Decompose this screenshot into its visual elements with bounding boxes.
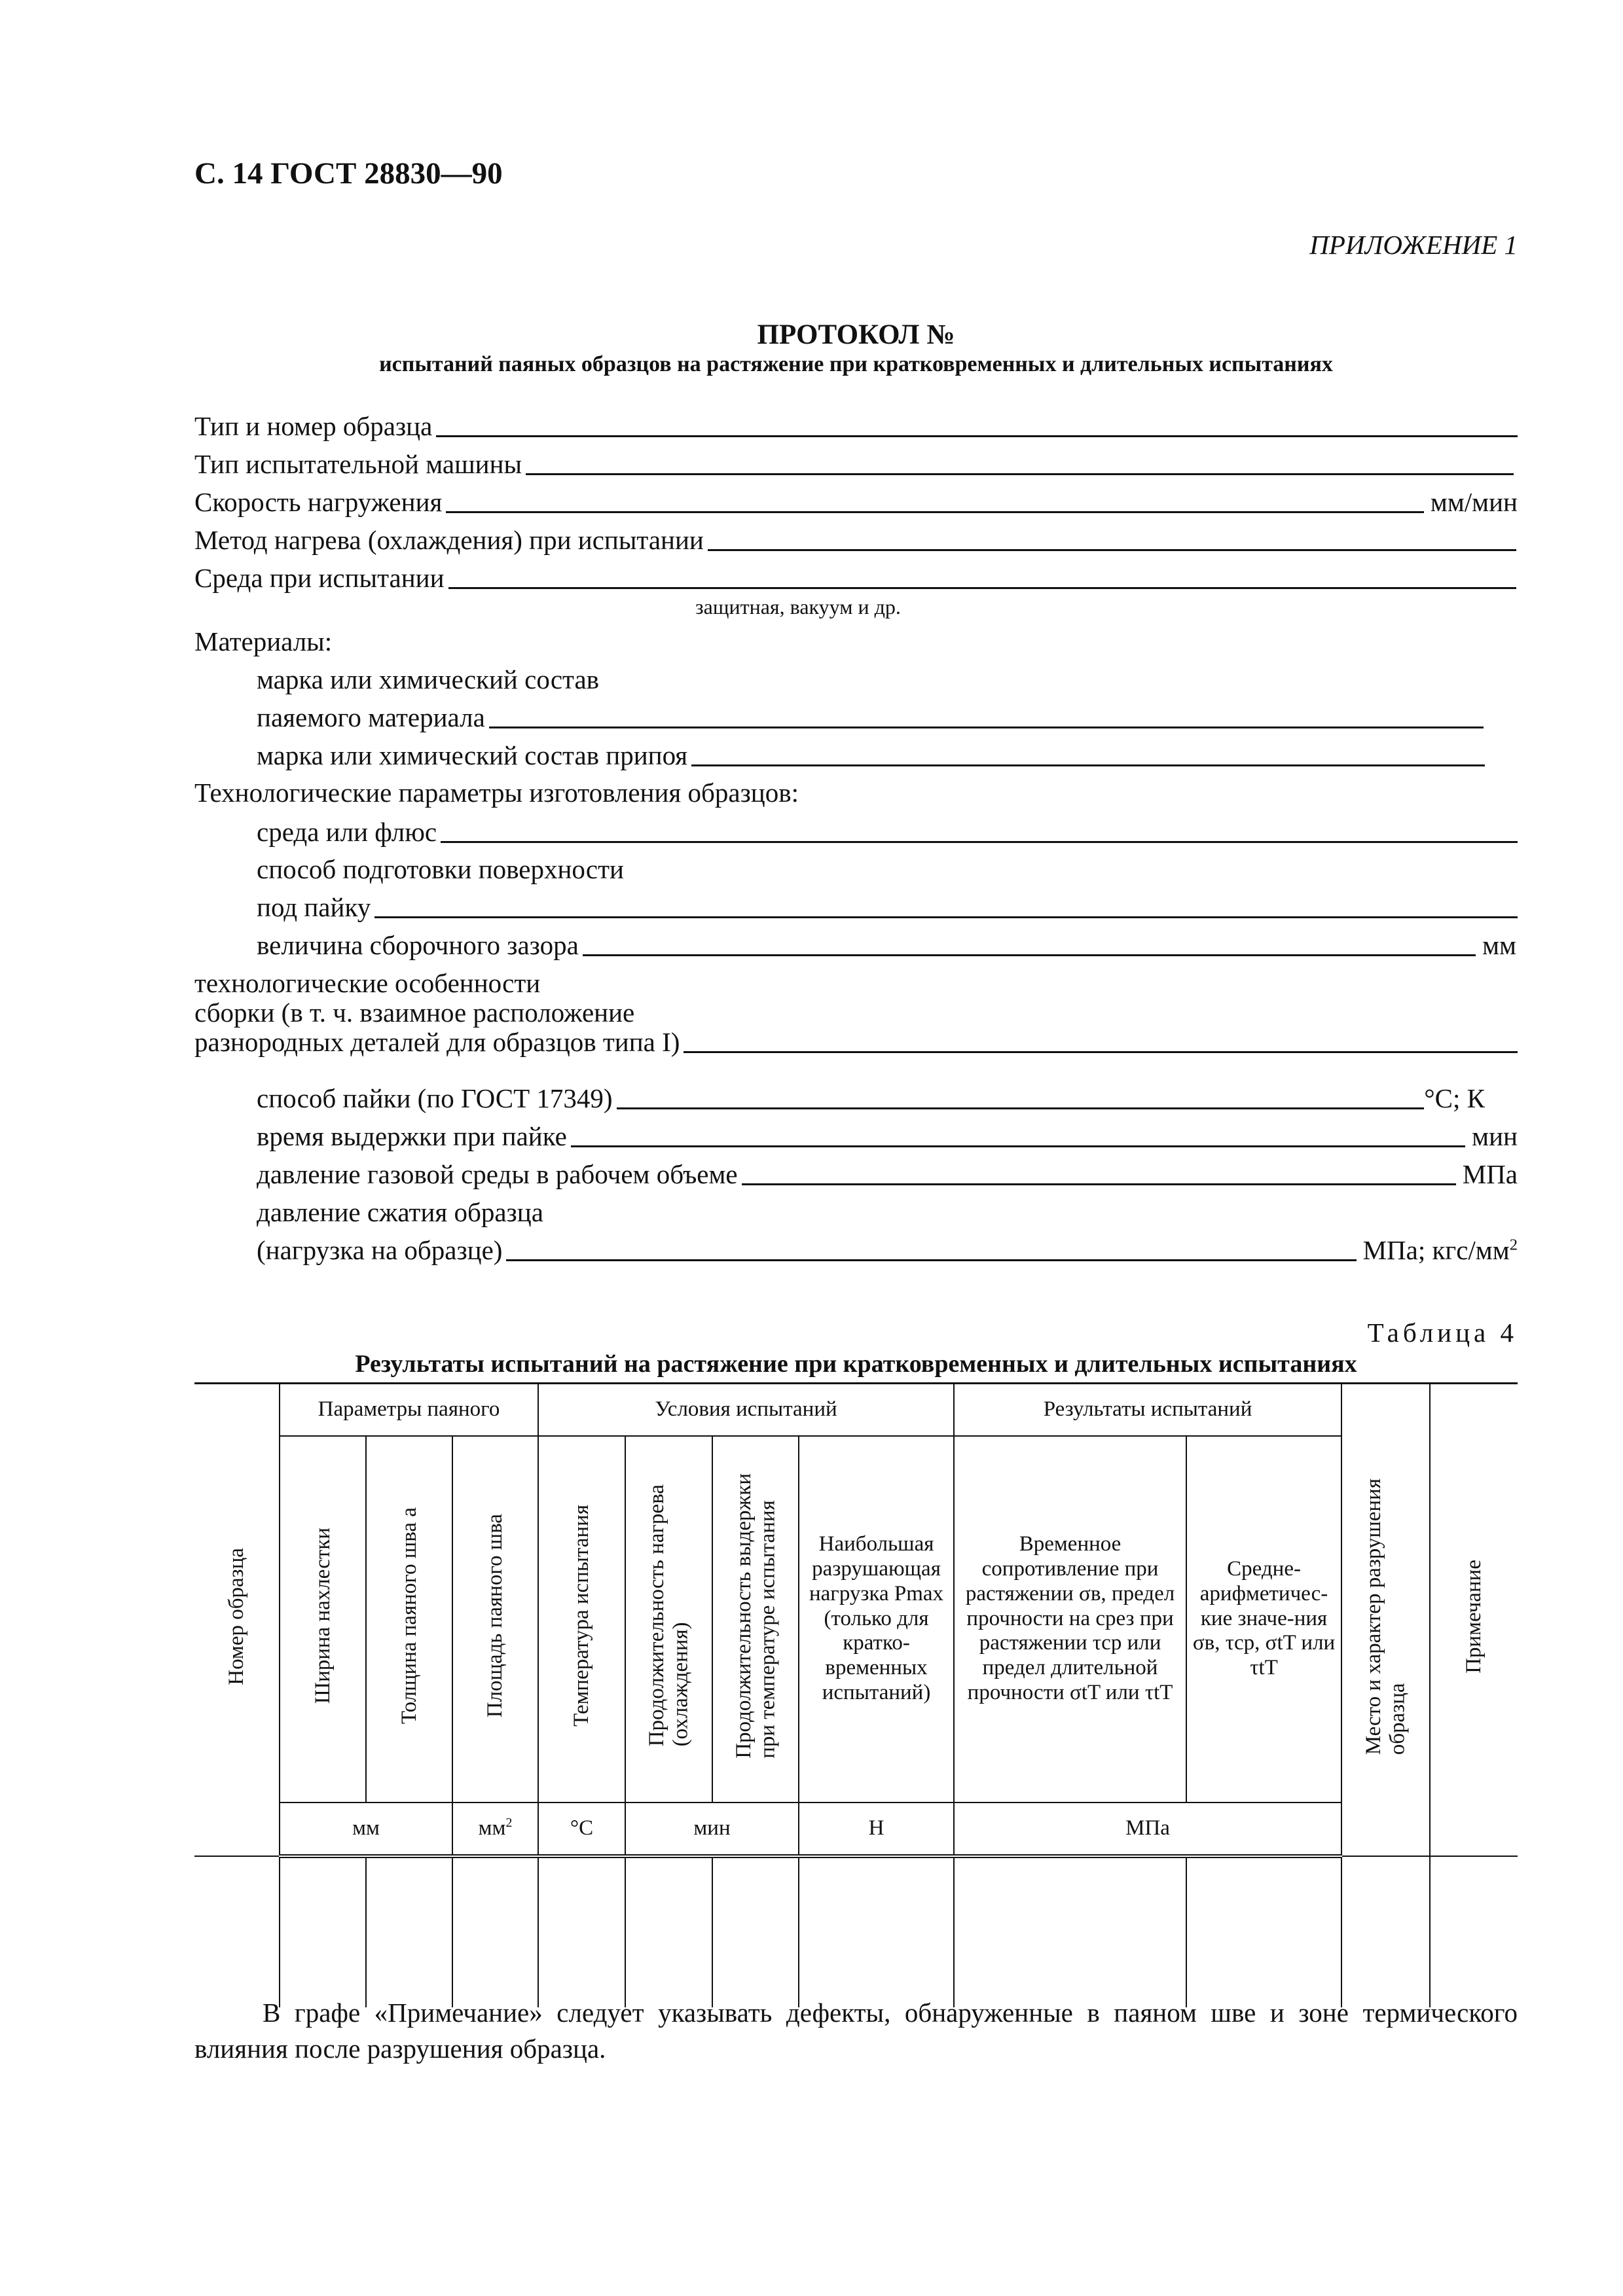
field-machine-type [194,451,1514,478]
col-strength: Временное сопротивление при растяжении σв, предел прочности на срез при растяжении τср или предел длительной прочности σtT или τtT [954,1436,1186,1803]
fill-line[interactable] [436,429,1518,437]
field-assembly-features [194,1029,1518,1056]
field-compression [257,1237,1518,1264]
field-label: Тип и номер образца [194,411,433,441]
col-sample-no: Номер образца [194,1384,280,1856]
field-label: паяемого материала [257,702,485,732]
tech-params-label: Технологические параметры изготовления образцов: [194,778,799,808]
field-test-medium [194,565,1516,592]
field-label: время выдержки при пайке [257,1121,567,1151]
unit-mpa: МПа [954,1803,1341,1856]
field-unit: мм [1482,930,1516,960]
field-unit: МПа; кгс/$мм^2$ [1362,1235,1518,1265]
field-label: Среда при испытании [194,563,445,593]
unit-min: мин [625,1803,799,1856]
field-unit: мм/мин [1430,487,1518,517]
fill-line[interactable] [583,948,1476,956]
table-cell[interactable] [1186,1856,1341,2007]
fill-line[interactable] [691,758,1485,766]
field-unit: МПа [1462,1159,1518,1189]
field-label: способ пайки (по ГОСТ 17349) [257,1083,613,1113]
col-remark: Примечание [1430,1384,1518,1856]
appendix-label: ПРИЛОЖЕНИЕ 1 [1309,230,1518,260]
field-assembly-gap [257,932,1516,959]
field-label: под пайку [257,892,371,922]
field-label: Тип испытательной машины [194,449,522,479]
table-cell[interactable] [799,1856,954,2007]
col-hold-duration: Продолжительность выдержки при температуре испытания [712,1436,799,1803]
unit-n: Н [799,1803,954,1856]
field-solder-brand [257,742,1485,769]
assembly-line1: технологические особенности [194,968,541,998]
table-footnote: В графе «Примечание» следует указывать дефекты, обнаруженные в паяном шве и зоне термического влияния после разрушения образца. [194,1998,1518,2064]
field-surface-prep [257,894,1518,921]
group-params: Параметры паяного [280,1384,538,1436]
fill-line[interactable] [526,467,1514,475]
unit-degc: °С [538,1803,625,1856]
field-label: (нагрузка на образце) [257,1235,503,1265]
col-overlap-width: Ширина нахлестки [280,1436,366,1803]
protocol-title: ПРОТОКОЛ № [757,319,955,350]
fill-line[interactable] [708,543,1516,551]
field-label: Метод нагрева (охлаждения) при испытании [194,525,704,555]
col-seam-thickness: Толщина паяного шва a [366,1436,452,1803]
field-gas-pressure [257,1161,1518,1188]
table-cell[interactable] [280,1856,366,2007]
table-cell[interactable] [1430,1856,1518,2007]
protocol-subtitle: испытаний паяных образцов на растяжение при кратковременных и длительных испытаниях [379,352,1333,376]
col-mean-values: Средне-арифметичес-кие значе-ния σв, τср, σtT или τtT [1186,1436,1341,1803]
fill-line[interactable] [571,1139,1465,1147]
table-cell[interactable] [366,1856,452,2007]
table-cell[interactable] [452,1856,538,2007]
table-cell[interactable] [1341,1856,1430,2007]
field-unit: °С; К [1424,1083,1485,1113]
results-table [194,1382,1518,2007]
field-label: марка или химический состав припоя [257,740,688,770]
fill-line[interactable] [684,1045,1518,1053]
group-results: Результаты испытаний [954,1384,1341,1436]
table-row [194,1856,1518,2007]
group-conditions: Условия испытаний [538,1384,954,1436]
fill-line[interactable] [506,1253,1356,1261]
surface-prep-line1: способ подготовки поверхности [257,854,624,884]
table-cell[interactable] [538,1856,625,2007]
field-hold-time [257,1123,1518,1150]
field-label: величина сборочного зазора [257,930,579,960]
field-label: среда или флюс [257,817,437,847]
field-sample-type [194,413,1518,440]
fill-line[interactable] [489,720,1484,728]
table-cell[interactable] [194,1856,280,2007]
brand-label-line1: марка или химический состав [257,664,600,694]
field-unit: мин [1472,1121,1518,1151]
field-brazing-method [257,1085,1485,1112]
field-base-material [257,704,1484,731]
field-label: Скорость нагружения [194,487,443,517]
col-fracture: Место и характер разрушения образца [1341,1384,1430,1856]
col-seam-area: Площадь паяного шва [452,1436,538,1803]
page-header: С. 14 ГОСТ 28830—90 [194,156,503,190]
test-medium-hint: защитная, вакуум и др. [695,595,901,619]
fill-line[interactable] [742,1177,1456,1185]
table-cell[interactable] [712,1856,799,2007]
unit-mm: мм [280,1803,452,1856]
unit-mm2: $мм^2$ [452,1803,538,1856]
col-heat-duration: Продолжительность нагрева (охлаждения) [625,1436,712,1803]
fill-line[interactable] [448,581,1516,589]
col-test-temp: Температура испытания [538,1436,625,1803]
field-label: давление газовой среды в рабочем объеме [257,1159,738,1189]
fill-line[interactable] [374,910,1518,918]
compression-line1: давление сжатия образца [257,1197,543,1227]
materials-label: Материалы: [194,626,333,656]
assembly-line2: сборки (в т. ч. взаимное расположение [194,997,635,1028]
table-title: Результаты испытаний на растяжение при кратковременных и длительных испытаниях [355,1350,1357,1378]
field-medium-flux [257,819,1518,846]
fill-line[interactable] [446,505,1424,513]
fill-line[interactable] [441,834,1518,843]
field-heating-method [194,527,1516,554]
field-label: разнородных деталей для образцов типа I) [194,1027,680,1057]
table-cell[interactable] [625,1856,712,2007]
col-max-load: Наибольшая разрушающая нагрузка Pmax (только для кратко-временных испытаний) [799,1436,954,1803]
table-cell[interactable] [954,1856,1186,2007]
fill-line[interactable] [617,1101,1425,1109]
table-caption: Таблица 4 [1367,1318,1518,1348]
field-loading-speed [194,489,1518,516]
